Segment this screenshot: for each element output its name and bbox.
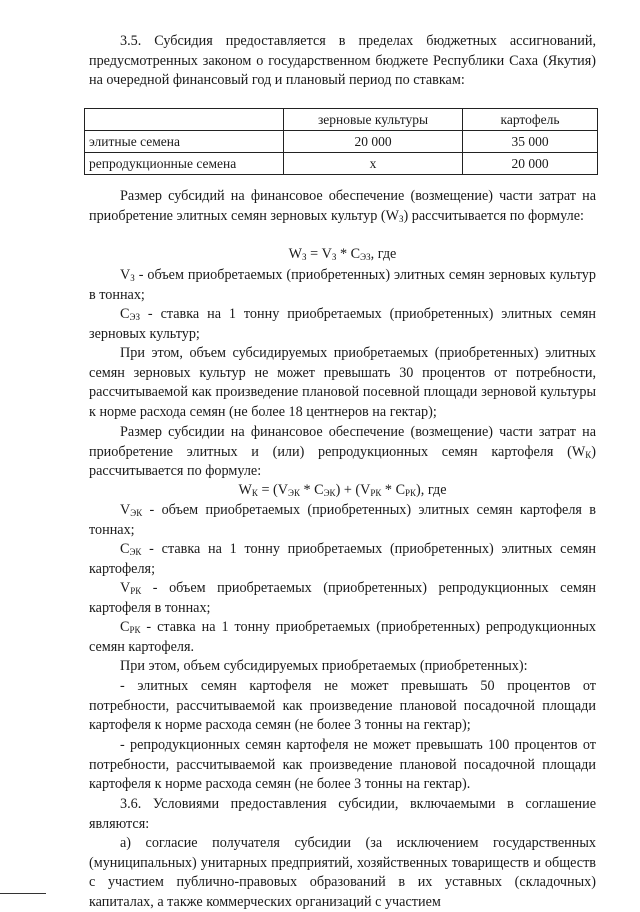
rate-table <box>84 108 598 175</box>
table-cell: х <box>284 153 463 175</box>
table-header-row <box>85 109 598 131</box>
table-header-cell <box>85 109 284 131</box>
table-cell: элитные семена <box>85 131 284 153</box>
potato-intro-paragraph: Размер субсидии на финансовое обеспечение (возмещение) части затрат на приобретение элитных и (или) репродукционных семян картофеля $(W_К)$ рассчитывается по формуле: <box>89 424 596 480</box>
grain-rate-definition: $C_{ЭЗ}$ - ставка на 1 тонну приобретаемых (приобретенных) элитных семян зерновых культур; <box>89 306 596 342</box>
table-cell: 20 000 <box>463 153 598 175</box>
grain-limit-paragraph: При этом, объем субсидируемых приобретаемых (приобретенных) элитных семян зерновых культур не может превышать 30 процентов от потребности, рассчитываемой как произведение плановой посевной площади зерновой культуры к норме расхода семян (не более 18 центнеров на гектар); <box>89 345 596 420</box>
grain-formula: $W_З = V_З * C_{ЭЗ}$, где <box>288 246 397 262</box>
table-cell: 20 000 <box>284 131 463 153</box>
table-cell: репродукционные семена <box>85 153 284 175</box>
table-cell: 35 000 <box>463 131 598 153</box>
section-3-6-item-a: а) согласие получателя субсидии (за исключением государственных (муниципальных) унитарных предприятий, хозяйственных товариществ и обществ с участием публично-правовых образований в их уставных (складочных) капиталах, а также коммерческих организаций с участием <box>89 835 596 910</box>
table-row <box>85 153 598 175</box>
table-header-cell: картофель <box>463 109 598 131</box>
intro-paragraph: 3.5. Субсидия предоставляется в пределах бюджетных ассигнований, предусмотренных законом о государственном бюджете Республики Саха (Якутия) на очередной финансовый год и плановый период по ставкам: <box>89 33 596 89</box>
table-header-cell: зерновые культуры <box>284 109 463 131</box>
potato-limit-repro: - репродукционных семян картофеля не может превышать 100 процентов от потребности, рассчитываемой как произведение плановой посадочной площади картофеля к норме расхода семян (не более 3 тонны на гектар). <box>89 737 596 793</box>
table-row <box>85 131 598 153</box>
potato-limit-elite: - элитных семян картофеля не может превышать 50 процентов от потребности, рассчитываемой как произведение плановой посадочной площади картофеля к норме расхода семян (не более 3 тонны на гектар); <box>89 678 596 734</box>
potato-elite-volume-definition: $V_{ЭК}$ - объем приобретаемых (приобретенных) элитных семян картофеля в тоннах; <box>89 502 596 538</box>
potato-repro-rate-definition: $C_{РК}$ - ставка на 1 тонну приобретаемых (приобретенных) репродукционных семян картофеля. <box>89 619 596 655</box>
grain-intro-paragraph: Размер субсидий на финансовое обеспечение (возмещение) части затрат на приобретение элитных семян зерновых культур $(W_З)$ рассчитывается по формуле: <box>89 188 596 224</box>
potato-repro-volume-definition: $V_{РК}$ - объем приобретаемых (приобретенных) репродукционных семян картофеля в тоннах; <box>89 580 596 616</box>
potato-elite-rate-definition: $C_{ЭК}$ - ставка на 1 тонну приобретаемых (приобретенных) элитных семян картофеля; <box>89 541 596 577</box>
section-3-6-intro: 3.6. Условиями предоставления субсидии, включаемыми в соглашение являются: <box>89 796 596 832</box>
grain-volume-definition: $V_З$ - объем приобретаемых (приобретенных) элитных семян зерновых культур в тоннах; <box>89 267 596 303</box>
footer-divider <box>0 893 46 894</box>
potato-limit-intro: При этом, объем субсидируемых приобретаемых (приобретенных): <box>120 658 528 674</box>
potato-formula: $W_К = (V_{ЭК} * C_{ЭК}) + (V_{РК} * C_{РК})$, где <box>238 482 447 498</box>
